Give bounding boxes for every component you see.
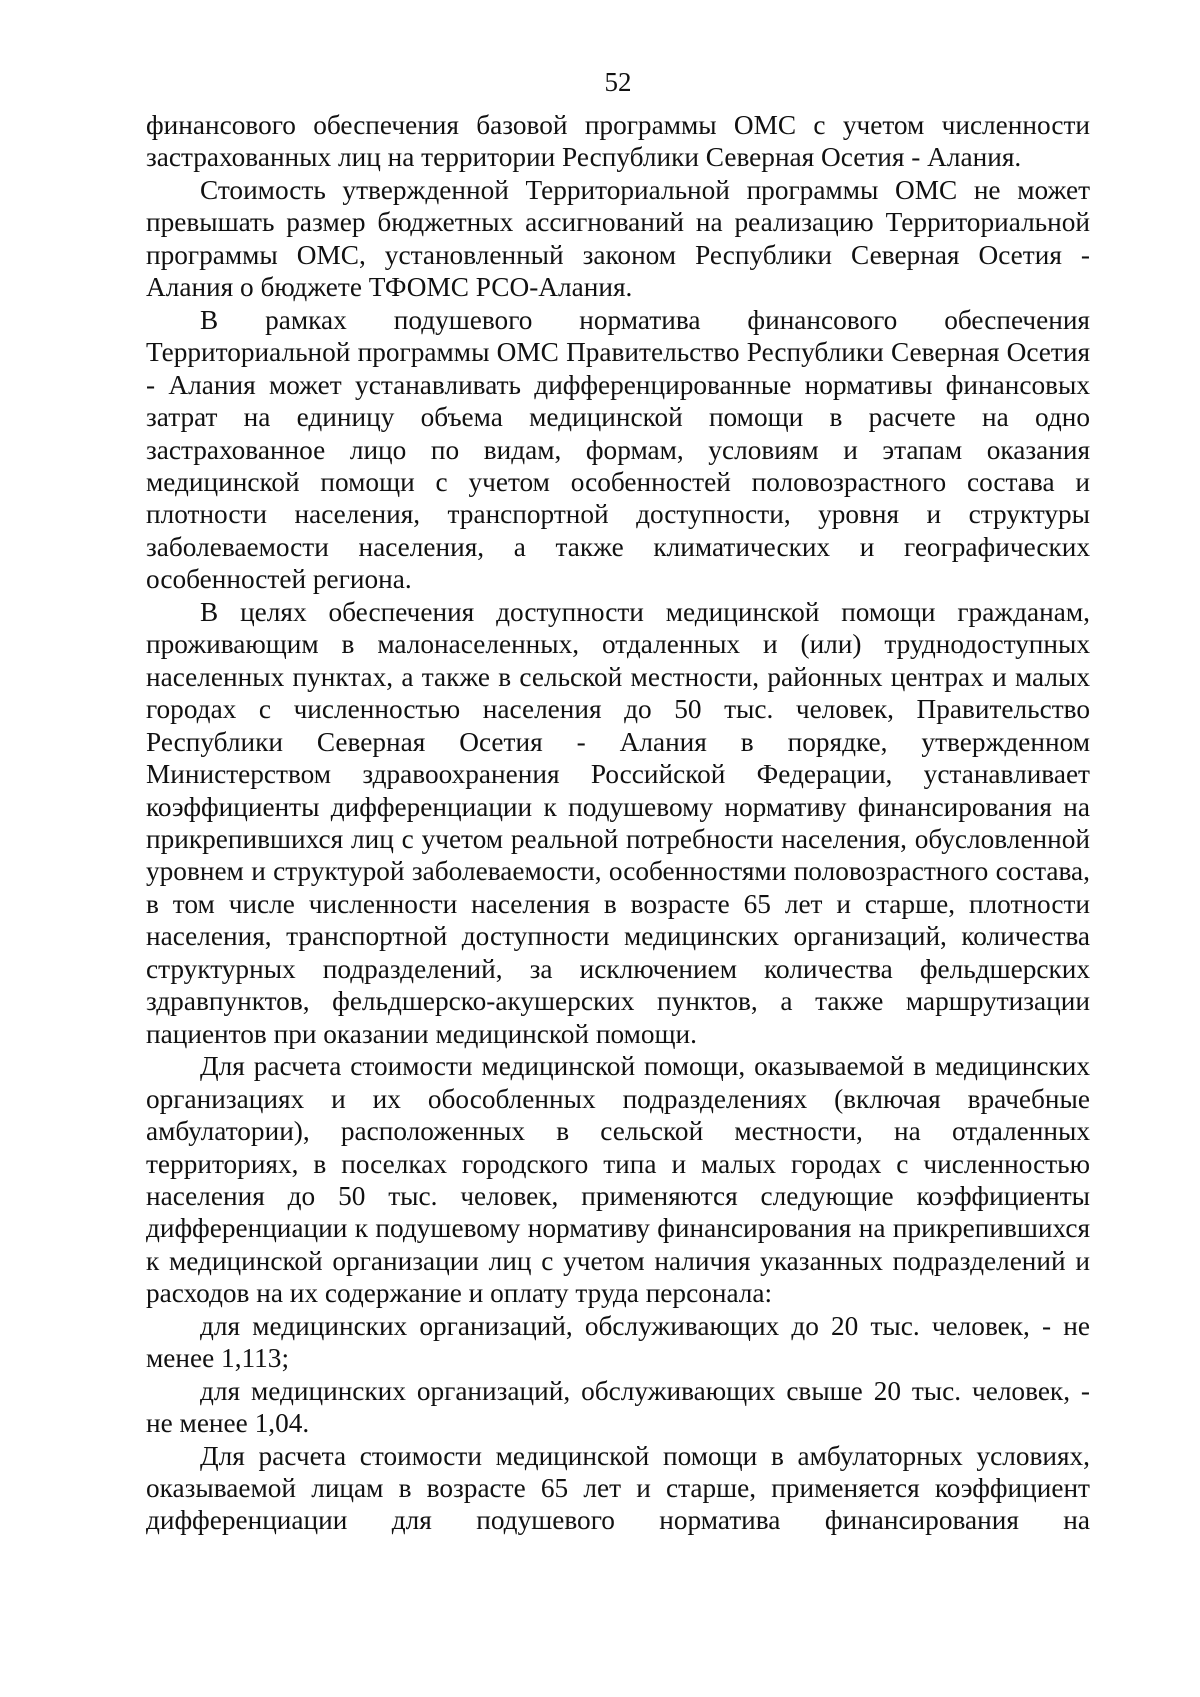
document-body (146, 109, 1090, 1537)
paragraph-elderly-coefficient: Для расчета стоимости медицинской помощи в амбулаторных условиях, оказываемой лицам в возрасте 65 лет и старше, применяется коэффициент дифференциации для подушевого норматива финансирования на (146, 1440, 1090, 1536)
paragraph-accessibility: В целях обеспечения доступности медицинской помощи гражданам, проживающим в малонаселенных, отдаленных и (или) труднодоступных населенных пунктах, а также в сельской местности, районных центрах и малых городах с численностью населения до 50 тыс. человек, Правительство Республики Северная Осетия - Алания в порядке, утвержденном Министерством здравоохранения Российской Федерации, устанавливает коэффициенты дифференциации к подушевому нормативу финансирования на прикрепившихся лиц с учетом реальной потребности населения, обусловленной уровнем и структурой заболеваемости, особенностями половозрастного состава, в том числе численности населения в возрасте 65 лет и старше, плотности населения, транспортной доступности медицинских организаций, количества структурных подразделений, за исключением количества фельдшерских здравпунктов, фельдшерско-акушерских пунктов, а также маршрутизации пациентов при оказании медицинской помощи. (146, 596, 1090, 1049)
page-number: 52 (604, 67, 632, 97)
paragraph-program-cost: Стоимость утвержденной Территориальной программы ОМС не может превышать размер бюджетных ассигнований на реализацию Территориальной программы ОМС, установленный законом Республики Северная Осетия - Алания о бюджете ТФОМС РСО-Алания. (146, 174, 1090, 303)
paragraph-rural-coefficients: Для расчета стоимости медицинской помощи, оказываемой в медицинских организациях и их обособленных подразделениях (включая врачебные амбулатории), расположенных в сельской местности, на отдаленных территориях, в поселках городского типа и малых городах с численностью населения до 50 тыс. человек, применяются следующие коэффициенты дифференциации к подушевому нормативу финансирования на прикрепившихся к медицинской организации лиц с учетом наличия указанных подразделений и расходов на их содержание и оплату труда персонала: (146, 1051, 1090, 1309)
paragraph-per-capita-standards: В рамках подушевого норматива финансового обеспечения Территориальной программы ОМС Правительство Республики Северная Осетия - Алания может устанавливать дифференцированные нормативы финансовых затрат на единицу объема медицинской помощи в расчете на одно застрахованное лицо по видам, формам, условиям и этапам оказания медицинской помощи с учетом особенностей половозрастного состава и плотности населения, транспортной доступности, уровня и структуры заболеваемости населения, а также климатических и географических особенностей региона. (146, 304, 1090, 595)
paragraph-continuation: финансового обеспечения базовой программы ОМС с учетом численности застрахованных лиц на территории Республики Северная Осетия - Алания. (146, 110, 1090, 173)
paragraph-coefficient-up-to-20k: для медицинских организаций, обслуживающих до 20 тыс. человек, - не менее 1,113; (146, 1310, 1090, 1374)
paragraph-coefficient-over-20k: для медицинских организаций, обслуживающих свыше 20 тыс. человек, - не менее 1,04. (146, 1375, 1090, 1439)
